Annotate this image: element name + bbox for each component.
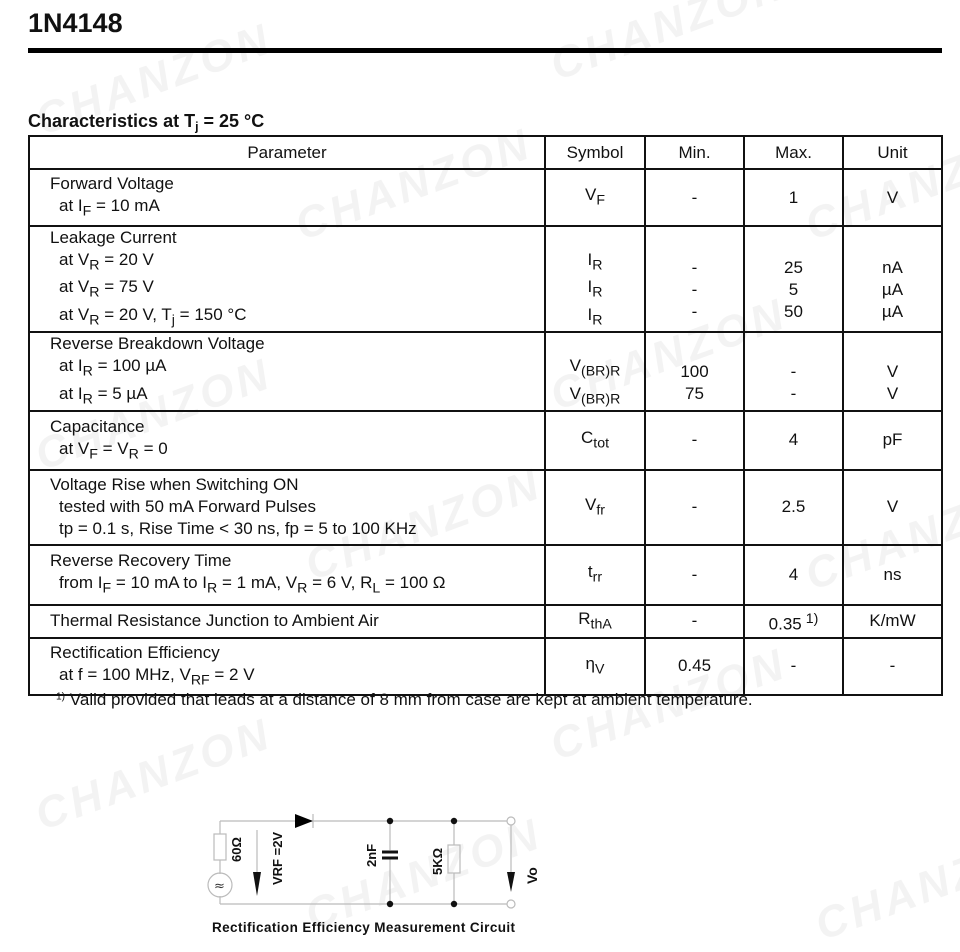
parameter-condition: at $I_R = 100$ µA: [59, 356, 167, 380]
parameter-cell: [29, 545, 545, 605]
parameter-condition: at $I_R = 5$ µA: [59, 383, 148, 407]
unit-cell: pF: [843, 411, 942, 470]
parameter-condition: at $V_R = 75$ V: [59, 277, 154, 301]
header-max: Max.: [744, 136, 843, 169]
parameter-name: Leakage Current: [50, 228, 177, 247]
section-title: Characteristics at $T_j = 25$ °C: [28, 111, 265, 134]
table-row-thermal-resistance: [29, 605, 942, 638]
min-cell: - - -: [645, 226, 744, 332]
max-cell: 0.35 $^{1)}$: [744, 605, 843, 638]
parameter-cell: [29, 638, 545, 695]
min-cell: -: [645, 169, 744, 226]
circuit-caption: Rectification Efficiency Measurement Circuit: [212, 920, 516, 935]
table-row-leakage-current: [29, 226, 942, 332]
resistor-5k: [448, 845, 460, 873]
label-2nf: 2nF: [364, 843, 379, 867]
min-cell: -: [645, 605, 744, 638]
characteristics-table: [28, 135, 943, 696]
header-symbol: Symbol: [545, 136, 645, 169]
parameter-name: Forward Voltage: [50, 173, 174, 193]
table-row-reverse-breakdown-voltage: [29, 332, 942, 411]
parameter-condition: at $I_F = 10$ mA: [59, 195, 160, 220]
parameter-condition: at f = 100 MHz, $V_{RF} = 2$ V: [59, 664, 255, 689]
parameter-cell: [29, 605, 545, 638]
parameter-condition: from $I_F = 10$ mA to $I_R = 1$ mA, $V_R = 6$ V, $R_L = 100$ Ω: [59, 573, 446, 597]
symbol-cell: $V_{(BR)R}$ $V_{(BR)R}$: [545, 332, 645, 411]
parameter-cell: [29, 332, 545, 411]
min-cell: 0.45: [645, 638, 744, 695]
label-vrf: VRF =2V: [270, 831, 285, 885]
header-unit: Unit: [843, 136, 942, 169]
footnote: $^{1)}$ Valid provided that leads at a distance of 8 mm from case are kept at ambient temperature.: [56, 690, 753, 709]
min-cell: -: [645, 545, 744, 605]
table-row-voltage-rise-switching-on: [29, 470, 942, 545]
table-row-forward-voltage: [29, 169, 942, 226]
header-parameter: Parameter: [29, 136, 545, 169]
min-cell: -: [645, 411, 744, 470]
unit-cell: V: [843, 470, 942, 545]
watermark: [809, 819, 960, 951]
title-rule: [28, 48, 942, 53]
max-cell: 2.5: [744, 470, 843, 545]
parameter-cell: [29, 411, 545, 470]
symbol-cell: $\eta_V$: [545, 638, 645, 695]
parameter-name: Thermal Resistance Junction to Ambient Air: [50, 611, 379, 631]
min-cell: -: [645, 470, 744, 545]
label-5k: 5KΩ: [430, 847, 445, 875]
watermark: [544, 0, 794, 91]
max-cell: 4: [744, 411, 843, 470]
unit-cell: K/mW: [843, 605, 942, 638]
parameter-cell: [29, 226, 545, 332]
max-cell: 1: [744, 169, 843, 226]
table-row-capacitance: [29, 411, 942, 470]
symbol-cell: $V_{fr}$: [545, 470, 645, 545]
symbol-cell: $I_R$ $I_R$ $I_R$: [545, 226, 645, 332]
parameter-condition: tested with 50 mA Forward Pulses: [59, 497, 317, 517]
unit-cell: -: [843, 638, 942, 695]
parameter-condition: at $V_F = V_R = 0$: [59, 438, 168, 463]
parameter-cell: [29, 169, 545, 226]
label-60-ohm: 60Ω: [229, 837, 244, 862]
unit-cell: nA µA µA: [843, 226, 942, 332]
symbol-cell: $t_{rr}$: [545, 545, 645, 605]
max-cell: 4: [744, 545, 843, 605]
unit-cell: V: [843, 169, 942, 226]
min-cell: 100 75: [645, 332, 744, 411]
parameter-name: Rectification Efficiency: [50, 642, 220, 662]
unit-cell: V V: [843, 332, 942, 411]
symbol-cell: $R_{thA}$: [545, 605, 645, 638]
resistor-60-ohm: [214, 834, 226, 860]
ac-source-glyph: ≈: [214, 879, 225, 894]
parameter-name: Voltage Rise when Switching ON: [50, 475, 299, 495]
table-row-reverse-recovery-time: [29, 545, 942, 605]
parameter-cell: [29, 470, 545, 545]
max-cell: 25 5 50: [744, 226, 843, 332]
parameter-condition: tp = 0.1 s, Rise Time < 30 ns, fp = 5 to 100 KHz: [59, 519, 417, 539]
parameter-name: Capacitance: [50, 416, 145, 436]
max-cell: - -: [744, 332, 843, 411]
part-number-title: 1N4148: [28, 8, 123, 38]
max-cell: -: [744, 638, 843, 695]
header-min: Min.: [645, 136, 744, 169]
table-row-rectification-efficiency: [29, 638, 942, 695]
parameter-condition: at $V_R = 20$ V, $T_j = 150$ °C: [59, 304, 247, 329]
parameter-name: Reverse Breakdown Voltage: [50, 334, 265, 354]
diode-icon: [295, 814, 313, 828]
parameter-condition: at $V_R = 20$ V: [59, 250, 154, 274]
table-header-row: [29, 136, 942, 169]
unit-cell: ns: [843, 545, 942, 605]
symbol-cell: $V_F$: [545, 169, 645, 226]
symbol-cell: $C_{tot}$: [545, 411, 645, 470]
label-vo: Vo: [524, 867, 540, 884]
parameter-name: Reverse Recovery Time: [50, 551, 232, 571]
